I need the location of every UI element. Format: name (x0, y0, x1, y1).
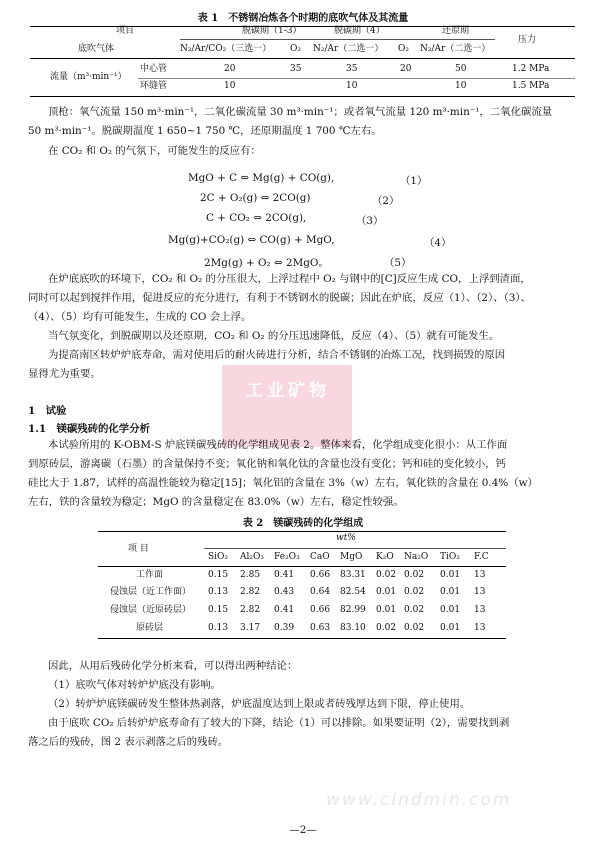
table1-row-pipe: 环缝管 (140, 81, 168, 91)
paragraph-line: 因此，从用后残砖化学分析来看，可以得出两种结论： (48, 660, 298, 672)
table1-row-c2: 35 (290, 64, 302, 74)
equation-2: 2C + O₂(g) ⇔ 2CO(g) (200, 192, 311, 204)
table2-item-label: 项 目 (128, 544, 149, 554)
table2-column-header: K₂O (376, 552, 394, 562)
table2-cell: 0.66 (310, 570, 331, 580)
table1-header-pressure: 压力 (518, 35, 537, 45)
table1-header-item: 项目 (116, 26, 135, 36)
table2-cell: 3.17 (240, 623, 261, 633)
table1-gas-c2: O₂ (290, 44, 301, 54)
paragraph-line: 顶枪：氧气流量 150 m³·min⁻¹，二氧化碳流量 30 m³·min⁻¹；或者氧气流量 120 m³·min⁻¹，二氧化碳流量 (48, 106, 553, 118)
table1-gas-c5: N₂/Ar（二选一） (420, 44, 491, 54)
table1-header-reduction: 还原期 (442, 26, 470, 36)
table2-unit-label: wt% (336, 533, 356, 543)
paragraph-line: （2）转炉炉底镁碳砖发生整体热剥落，炉底温度达到上限或者砖残厚达到下限，停止使用。 (48, 698, 471, 710)
table2-cell: 13 (474, 587, 486, 597)
table2-cell: 0.01 (376, 605, 397, 615)
table1-row-c1: 10 (224, 81, 236, 91)
subsection-heading: 1.1 镁碳残砖的化学分析 (28, 423, 150, 435)
paragraph-line: 落之后的残砖，图 2 表示剥落之后的残砖。 (28, 736, 229, 748)
table2-cell: 13 (474, 605, 486, 615)
table1-caption: 表 1 不锈钢冶炼各个时期的底吹气体及其流量 (197, 13, 409, 24)
equation-2-number: （2） (372, 195, 400, 207)
equation-1-number: （1） (400, 175, 428, 187)
table1-row-c5: 10 (455, 81, 467, 91)
table1-mid-rule (30, 58, 575, 59)
table2-cell: 0.41 (274, 605, 295, 615)
paragraph-line: 当气氛变化，到脱碳期以及还原期，CO₂ 和 O₂ 的分压迅速降低，反应（4）、（5）就有可能发生。 (48, 330, 500, 342)
paragraph-line: 由于底吹 CO₂ 后转炉炉底寿命有了较大的下降，结论（1）可以排除。如果要证明（2），需要找到剥 (48, 717, 510, 729)
table2-cell: 0.01 (440, 623, 461, 633)
equation-4-number: （4） (424, 237, 452, 249)
table2-cell: 82.99 (340, 605, 366, 615)
watermark-url: www.cindmin.com (326, 790, 512, 810)
equation-5: 2Mg(g) + O₂ ⇔ 2MgO。 (204, 257, 329, 269)
paragraph-line: 硅比大于 1.87，试样的高温性能较为稳定[15]；氧化铝的含量在 3%（w）左右，氧化铁的含量在 0.4%（w） (28, 477, 538, 489)
table2-cell: 0.63 (310, 623, 331, 633)
table2-cell: 82.54 (340, 587, 366, 597)
table1-gas-c1: N₂/Ar/CO₂（三选一） (180, 44, 272, 54)
table2-cell: 0.64 (310, 587, 331, 597)
table1-header-decarb13: 脱碳期（1-3） (242, 26, 302, 36)
table1-gas-c4: O₂ (398, 44, 409, 54)
table2-cell: 83.31 (340, 570, 366, 580)
equation-3: C + CO₂ ⇔ 2CO(g), (206, 212, 307, 224)
table1-row-c1: 20 (224, 64, 236, 74)
table2-top-rule (98, 531, 506, 532)
table2-caption: 表 2 镁碳残砖的化学组成 (242, 518, 364, 529)
equation-4: Mg(g)+CO₂(g) ⇔ CO(g) + MgO, (168, 234, 335, 246)
table2-cell: 0.41 (274, 570, 295, 580)
table2-column-header: F.C (474, 552, 489, 562)
table1-gas-c3: N₂/Ar（二选一） (313, 44, 384, 54)
table1-header-decarb4: 脱碳期（4） (334, 26, 385, 36)
table2-cell: 0.02 (404, 570, 425, 580)
table2-column-header: Na₂O (404, 552, 429, 562)
table2-cell: 13 (474, 570, 486, 580)
table2-column-header: Fe₂O₃ (274, 552, 300, 562)
table2-cell: 0.15 (208, 570, 229, 580)
paragraph-line: 本试验所用的 K-OBM-S 炉底镁碳残砖的化学组成见表 2。整体来看，化学组成变化很小：从工作面 (48, 439, 508, 451)
table2-cell: 0.02 (404, 587, 425, 597)
table2-cell: 0.43 (274, 587, 295, 597)
section-heading: 1 试验 (28, 405, 67, 417)
watermark-text: 工业矿物 (246, 381, 330, 401)
table2-row-name: 原砖层 (136, 623, 164, 633)
table1-flow-label: 流量（m³·min⁻¹） (50, 72, 127, 82)
table2-cell: 0.13 (208, 587, 229, 597)
table2-row-name: 侵蚀层（近原砖层） (110, 605, 192, 615)
paragraph-line: 显得尤为重要。 (28, 368, 101, 380)
table1-top-rule (30, 26, 575, 27)
table2-row-name: 工作面 (136, 570, 164, 580)
table2-cell: 83.10 (340, 623, 366, 633)
table1-row-c3: 10 (346, 81, 358, 91)
table2-cell: 0.13 (208, 623, 229, 633)
table2-column-header: CaO (310, 552, 330, 562)
table2-cell: 0.15 (208, 605, 229, 615)
table1-row-pressure: 1.2 MPa (512, 64, 550, 74)
equation-5-number: （5） (384, 257, 412, 269)
table2-row-name: 侵蚀层（近工作面） (110, 587, 192, 597)
table2-cell: 0.39 (274, 623, 295, 633)
table1-row-c4: 20 (400, 64, 412, 74)
paragraph-line: （4）、（5）均有可能发生，生成的 CO 会上浮。 (28, 311, 252, 323)
table2-cell: 0.01 (440, 570, 461, 580)
table2-cell: 0.01 (376, 587, 397, 597)
table2-column-header: MgO (340, 552, 363, 562)
paragraph-line: 在炉底底吹的环境下，CO₂ 和 O₂ 的分压很大，上浮过程中 O₂ 与钢中的[C]反应生成 CO，上浮到渣面， (48, 273, 531, 285)
table2-cell: 0.66 (310, 605, 331, 615)
table2-cell: 0.02 (376, 570, 397, 580)
table1-bottom-rule (30, 96, 575, 97)
table2-cell: 2.82 (240, 605, 261, 615)
table2-cell: 13 (474, 623, 486, 633)
table2-cell: 0.02 (404, 605, 425, 615)
table1-row-c3: 35 (346, 64, 358, 74)
paragraph-line: 为提高南区转炉炉底寿命，需对使用后的耐火砖进行分析，结合不锈钢的冶炼工况，找到损毁的原因 (48, 349, 506, 361)
table2-cell: 0.01 (440, 605, 461, 615)
paragraph-line: 在 CO₂ 和 O₂ 的气氛下，可能发生的反应有： (48, 145, 261, 157)
table2-bottom-rule (98, 638, 506, 639)
table2-cell: 2.85 (240, 570, 261, 580)
table1-gas-label: 底吹气体 (78, 44, 115, 54)
table2-column-header: SiO₂ (208, 552, 229, 562)
paragraph-line: 50 m³·min⁻¹。脱碳期温度 1 650~1 750 ℃，还原期温度 1 700 ℃左右。 (28, 125, 382, 137)
paragraph-line: （1）底吹气体对转炉炉底没有影响。 (48, 679, 221, 691)
table2-cell: 0.02 (404, 623, 425, 633)
page-number: —2— (289, 824, 317, 836)
paragraph-line: 到原砖层，游离碳（石墨）的含量保持不变；氧化钠和氧化钛的含量也没有变化；钙和硅的变化较小，钙 (28, 458, 506, 470)
paragraph-line: 同时可以起到搅拌作用，促进反应的充分进行，有利于不锈钢水的脱碳；因此在炉底，反应（1）、（2）、（3）、 (28, 292, 531, 304)
equation-3-number: （3） (356, 215, 384, 227)
table2-column-header: Al₂O₃ (240, 552, 264, 562)
table1-row-pipe: 中心管 (140, 64, 168, 74)
paragraph-line: 左右，铁的含量较为稳定；MgO 的含量稳定在 83.0%（w）左右，稳定性较强。 (28, 496, 404, 508)
table1-row-pressure: 1.5 MPa (512, 81, 550, 91)
table2-column-header: TiO₂ (440, 552, 460, 562)
table2-cell: 2.82 (240, 587, 261, 597)
table2-cell: 0.01 (440, 587, 461, 597)
equation-1: MgO + C ⇔ Mg(g) + CO(g), (188, 172, 335, 184)
table1-row-c5: 50 (455, 64, 467, 74)
table2-cell: 0.02 (376, 623, 397, 633)
